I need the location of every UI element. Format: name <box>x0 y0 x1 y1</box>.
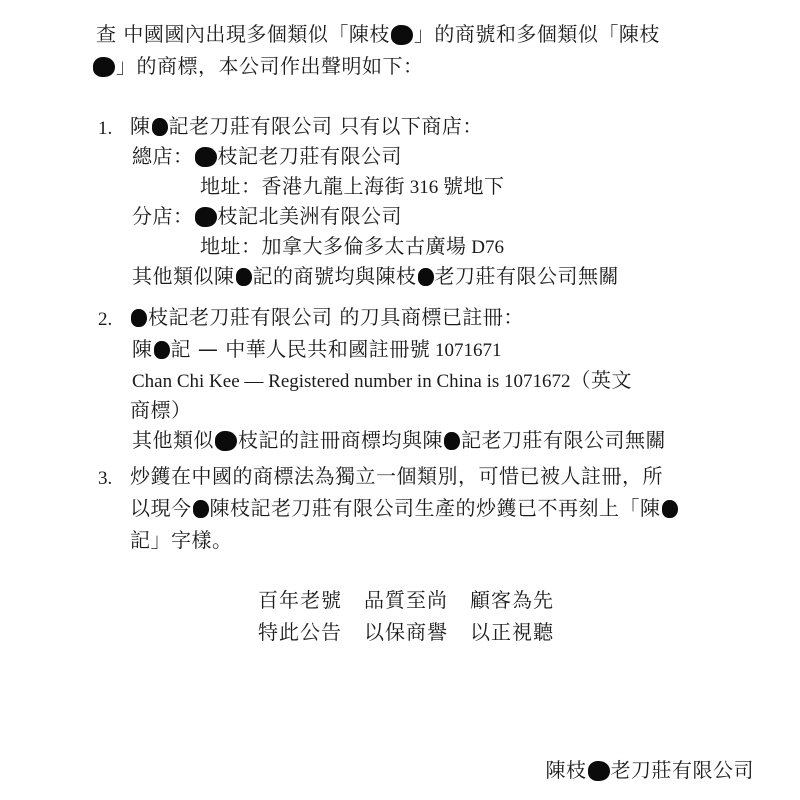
hq-address-number: 316 <box>405 177 443 198</box>
item-text: 記老刀莊有限公司 只有以下商店： <box>168 114 483 138</box>
item-1-hq-address <box>200 174 505 200</box>
item-text: 記 — 中華人民共和國註冊號 <box>170 337 431 361</box>
item-1-branch-address <box>200 234 504 260</box>
intro-text: 」的商號和多個類似「陳枝 <box>413 22 660 46</box>
item-text: 記的商號均與陳枝 <box>252 264 417 288</box>
item-2-en-trademark <box>132 368 632 394</box>
motto-row-2 <box>258 620 576 644</box>
item-3-line-3 <box>130 528 233 552</box>
redaction-mark <box>391 25 413 45</box>
motto-phrase: 特此公告 <box>258 620 342 644</box>
branch-name: 枝記北美洲有限公司 <box>217 204 402 228</box>
redaction-mark <box>195 207 217 227</box>
registration-number: 1071671 <box>430 340 502 361</box>
item-text: 商標） <box>130 398 192 422</box>
item-text: 記」字樣。 <box>130 528 233 552</box>
item-1-disclaimer <box>132 264 619 288</box>
item-1-hq <box>132 144 402 168</box>
intro-line-1 <box>96 22 660 46</box>
redaction-mark <box>154 341 170 359</box>
redaction-mark <box>215 431 237 451</box>
redaction-mark <box>152 118 168 136</box>
redaction-mark <box>662 500 678 518</box>
item-text: 老刀莊有限公司無關 <box>434 264 619 288</box>
item-text: 陳枝記老刀莊有限公司生產的炒鑊已不再刻上「陳 <box>209 496 661 520</box>
motto-phrase: 以正視聽 <box>470 620 554 644</box>
redaction-mark <box>588 761 610 781</box>
item-text: （英文 <box>570 368 633 392</box>
item-2-heading <box>130 305 524 329</box>
company-signature <box>546 758 755 782</box>
item-text: 其他類似陳 <box>132 264 235 288</box>
hq-address-text: 地址：香港九龍上海街 <box>200 174 405 198</box>
item-1-heading <box>130 114 483 138</box>
intro-text: 」的商標，本公司作出聲明如下： <box>116 54 424 78</box>
item-3-line-1 <box>130 464 663 488</box>
item-3-number: 3. <box>98 468 113 489</box>
item-2-number: 2. <box>98 309 113 330</box>
item-text: 記老刀莊有限公司無關 <box>461 428 666 452</box>
english-trademark-text: Chan Chi Kee — Registered number in China is 1071672 <box>132 371 571 392</box>
signature-text: 陳枝 <box>545 758 587 782</box>
motto-phrase: 以保商譽 <box>364 620 448 644</box>
hq-name: 枝記老刀莊有限公司 <box>217 144 402 168</box>
item-text: 枝記老刀莊有限公司 的刀具商標已註冊： <box>148 305 524 329</box>
redaction-mark <box>444 432 460 450</box>
item-text: 炒鑊在中國的商標法為獨立一個類別，可惜已被人註冊，所 <box>130 464 663 488</box>
branch-address-code: D76 <box>466 237 504 258</box>
item-2-cn-trademark <box>132 337 501 363</box>
motto-phrase: 顧客為先 <box>470 588 554 612</box>
motto-row-1 <box>258 588 576 612</box>
item-1-number: 1. <box>98 118 113 139</box>
intro-line-2 <box>92 54 424 78</box>
redaction-mark <box>93 57 115 77</box>
item-2-en-trademark-cont <box>130 398 192 422</box>
redaction-mark <box>236 268 252 286</box>
item-text: 其他類似 <box>132 428 214 452</box>
intro-text: 查 中國國內出現多個類似「陳枝 <box>96 22 390 46</box>
motto-phrase: 百年老號 <box>258 588 342 612</box>
item-text: 陳 <box>130 114 151 138</box>
redaction-mark <box>131 309 147 327</box>
item-text: 枝記的註冊商標均與陳 <box>238 428 443 452</box>
signature-text: 老刀莊有限公司 <box>610 758 754 782</box>
redaction-mark <box>195 147 217 167</box>
branch-address-text: 地址：加拿大多倫多太古廣場 <box>200 234 467 258</box>
item-1-branch <box>132 204 402 228</box>
item-3-line-2 <box>130 496 679 520</box>
redaction-mark <box>193 500 209 518</box>
hq-address-text: 號地下 <box>443 174 505 198</box>
item-text: 以現今 <box>130 496 192 520</box>
item-2-disclaimer <box>132 428 666 452</box>
redaction-mark <box>418 268 434 286</box>
hq-label: 總店： <box>132 144 194 168</box>
item-text: 陳 <box>132 337 153 361</box>
branch-label: 分店： <box>132 204 194 228</box>
motto-phrase: 品質至尚 <box>364 588 448 612</box>
